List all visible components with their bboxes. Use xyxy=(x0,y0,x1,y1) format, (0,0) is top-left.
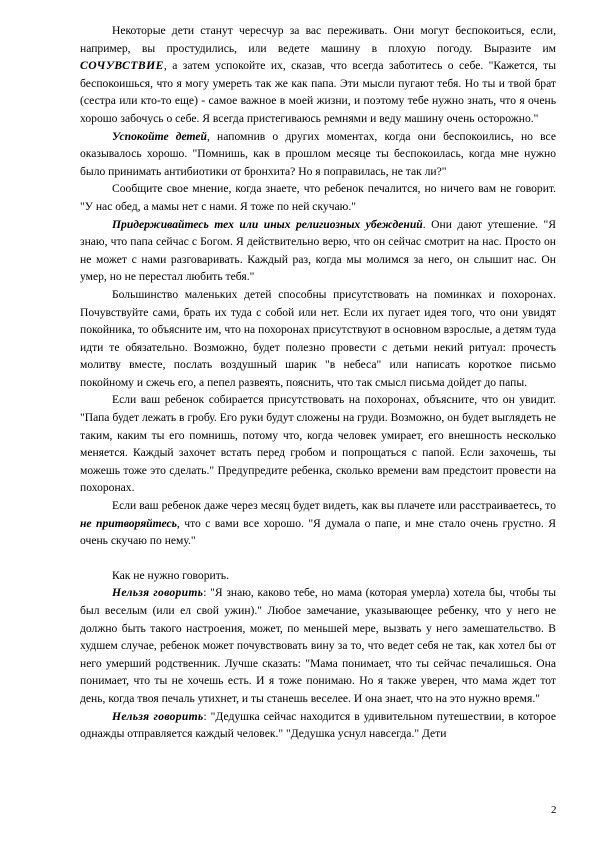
paragraph-9 xyxy=(80,708,556,743)
paragraph-1-text-a: Некоторые дети станут чересчур за вас переживать. Они могут беспокоиться, если, например, вы простудились, или ведете машину в плохую погоду. Выразите им xyxy=(80,24,556,55)
paragraph-5: Большинство маленьких детей способны присутствовать на поминках и похоронах. Почувствуйте сами, брать их туда с собой или нет. Если их пугает идея того, что они увидят покойника, то объясните им, что на похоронах присутствуют в основном взрослые, а детям туда идти те обязательно. Возможно, будет полезно провести с детьми некий ритуал: прочесть молитву вместе, послать воздушный шарик "в небеса" или написать короткое письмо покойному и сжечь его, а пепел развеять, пояснить, что так смысл письма дойдет до папы. xyxy=(80,287,556,389)
emphasis-do-not-pretend: не притворяйтесь xyxy=(80,516,177,530)
paragraph-1 xyxy=(80,22,556,128)
emphasis-calm-children: Успокойте детей xyxy=(112,129,207,143)
page-content xyxy=(80,22,556,743)
emphasis-sympathy: СОЧУВСТВИЕ xyxy=(80,59,164,73)
paragraph-4 xyxy=(80,216,556,286)
page-number: 2 xyxy=(551,804,557,816)
paragraph-9-text: : "Дедушка сейчас находится в удивительном путешествии, в которое однажды отправляется каждый человек." "Дедушка уснул навсегда." Дети xyxy=(80,709,556,741)
section-heading: Как не нужно говорить. xyxy=(112,568,229,582)
paragraph-2-text: , напомнив о других моментах, когда они беспокоились, но все оказывалось хорошо. "Помнишь, как в прошлом месяце ты беспокоилась, когда мне нужно было принимать антибиотики от бронхита? Но я поправилась, не так ли?" xyxy=(80,129,556,178)
paragraph-7 xyxy=(80,497,556,550)
paragraph-8-text: : "Я знаю, каково тебе, но мама (которая умерла) хотела бы, чтобы ты был веселым (или ел свой ужин)." Любое замечание, указывающее ребенку, что у него не должно быть такого настроения, может, по меньшей мере, вызвать у него замешательство. В худшем случае, ребенок может почувствовать вину за то, что ведет себя не так, как хотел бы от него умерший родственник. Лучше сказать: "Мама понимает, что ты сейчас печалишься. Она понимает, что ты не хочешь есть. И я тоже понимаю. Но я также уверен, что мама ждет тот день, когда твоя печаль утихнет, и ты станешь веселее. И она знает, что на это нужно время." xyxy=(80,586,556,705)
paragraph-8 xyxy=(80,584,556,707)
paragraph-1-text-b: , а затем успокойте их, сказав, что всегда заботитесь о себе. "Кажется, ты беспокоишься, что я могу умереть так же как папа. Эти мысли пугают тебя. Но ты и твой брат (сестра или кто-то еще) - самое важное в моей жизни, и поэтому тебе нужно знать, что я очень хорошо забочусь о себе. Я всегда пристегиваюсь ремнями и веду машину очень осторожно." xyxy=(80,59,556,125)
paragraph-2 xyxy=(80,128,556,181)
paragraph-4-text: . Они дают утешение. "Я знаю, что папа сейчас с Богом. Я действительно верю, что он сейчас смотрит на нас. Просто он не может с нами разговаривать. Каждый раз, когда мы молимся за него, он слышит нас. Он умер, но не перестал любить тебя." xyxy=(80,217,556,284)
emphasis-must-not-say: Нельзя говорить xyxy=(112,586,204,600)
paragraph-7-text-b: , что с вами все хорошо. "Я думала о папе, и мне стало очень грустно. Я очень скучаю по нему." xyxy=(80,516,556,548)
paragraph-3: Сообщите свое мнение, когда знаете, что ребенок печалится, но ничего вам не говорит. "У нас обед, а мамы нет с нами. Я тоже по ней скучаю." xyxy=(80,182,556,213)
paragraph-7-text-a: Если ваш ребенок даже через месяц будет видеть, как вы плачете или расстраиваетесь, то xyxy=(112,499,556,513)
paragraph-6: Если ваш ребенок собирается присутствовать на похоронах, объясните, что он увидит. "Папа будет лежать в гробу. Его руки будут сложены на груди. Возможно, он будет выглядеть не таким, каким ты его помнишь, потому что, когда человек умирает, его внешность несколько меняется. Каждый захочет встать перед гробом и попрощаться с папой. Если захочешь, ты можешь тоже это сделать." Предупредите ребенка, сколько времени вам предстоит провести на похоронах. xyxy=(80,393,556,495)
emphasis-religious-beliefs: Придерживайтесь тех или иных религиозных убеждений xyxy=(112,217,423,231)
emphasis-must-not-say-2: Нельзя говорить xyxy=(112,709,204,723)
